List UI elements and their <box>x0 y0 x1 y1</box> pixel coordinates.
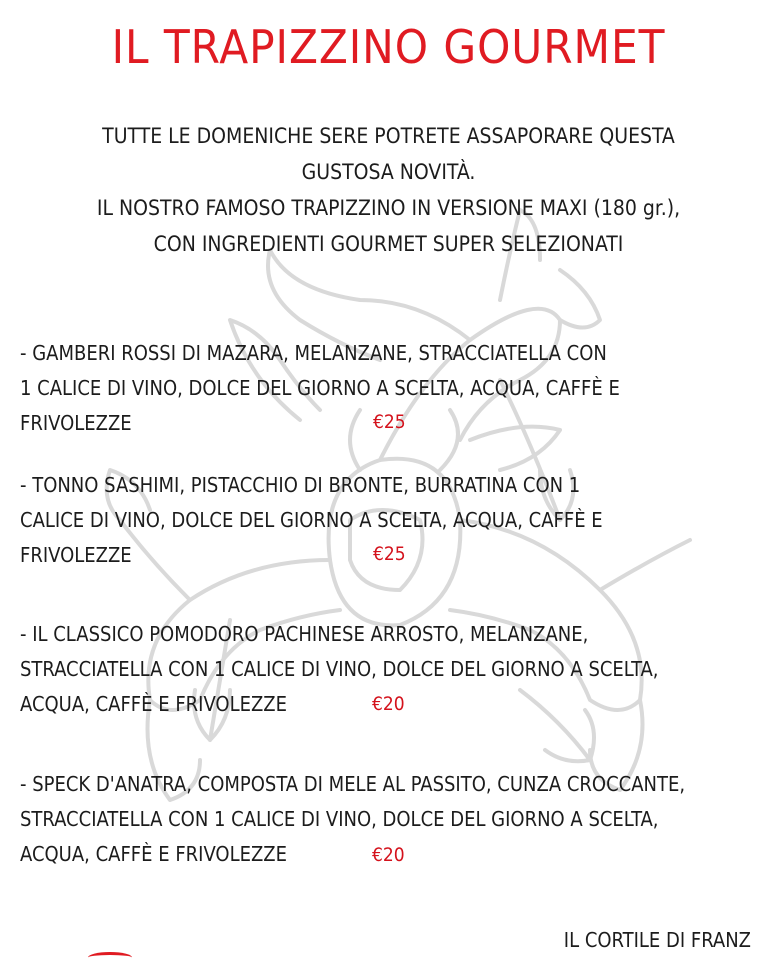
menu-item-line: - GAMBERI ROSSI DI MAZARA, MELANZANE, STRACCIATELLA CON <box>20 341 607 365</box>
menu-item-line: STRACCIATELLA CON 1 CALICE DI VINO, DOLCE DEL GIORNO A SCELTA, <box>20 657 659 681</box>
page-title: IL TRAPIZZINO GOURMET <box>111 20 666 74</box>
restaurant-signature: IL CORTILE DI FRANZ <box>563 928 751 952</box>
menu-item-3-price: €20 <box>372 693 405 715</box>
menu-item-2-price: €25 <box>373 543 406 565</box>
intro-line: CON INGREDIENTI GOURMET SUPER SELEZIONATI <box>153 232 624 256</box>
menu-item-line: - SPECK D'ANATRA, COMPOSTA DI MELE AL PASSITO, CUNZA CROCCANTE, <box>20 772 686 796</box>
intro-text <box>20 118 757 262</box>
menu-item-line: ACQUA, CAFFÈ E FRIVOLEZZE <box>20 842 287 866</box>
intro-line: TUTTE LE DOMENICHE SERE POTRETE ASSAPORARE QUESTA <box>102 124 675 148</box>
menu-item-line: CALICE DI VINO, DOLCE DEL GIORNO A SCELTA, ACQUA, CAFFÈ E <box>20 508 603 532</box>
menu-item-4 <box>20 767 685 872</box>
menu-item-line: FRIVOLEZZE <box>20 543 132 567</box>
menu-item-1 <box>20 336 620 441</box>
menu-item-line: - TONNO SASHIMI, PISTACCHIO DI BRONTE, BURRATINA CON 1 <box>20 473 581 497</box>
menu-item-2 <box>20 468 603 573</box>
menu-item-line: 1 CALICE DI VINO, DOLCE DEL GIORNO A SCELTA, ACQUA, CAFFÈ E <box>20 376 620 400</box>
menu-item-line: - IL CLASSICO POMODORO PACHINESE ARROSTO, MELANZANE, <box>20 622 589 646</box>
menu-item-4-price: €20 <box>372 844 405 866</box>
menu-item-line: FRIVOLEZZE <box>20 411 132 435</box>
menu-item-3 <box>20 617 659 722</box>
menu-item-1-price: €25 <box>373 411 406 433</box>
intro-line: GUSTOSA NOVITÀ. <box>301 160 476 184</box>
cropped-red-mark <box>88 952 132 963</box>
intro-line: IL NOSTRO FAMOSO TRAPIZZINO IN VERSIONE MAXI (180 gr.), <box>96 196 681 220</box>
menu-item-line: ACQUA, CAFFÈ E FRIVOLEZZE <box>20 692 287 716</box>
menu-item-line: STRACCIATELLA CON 1 CALICE DI VINO, DOLCE DEL GIORNO A SCELTA, <box>20 807 659 831</box>
